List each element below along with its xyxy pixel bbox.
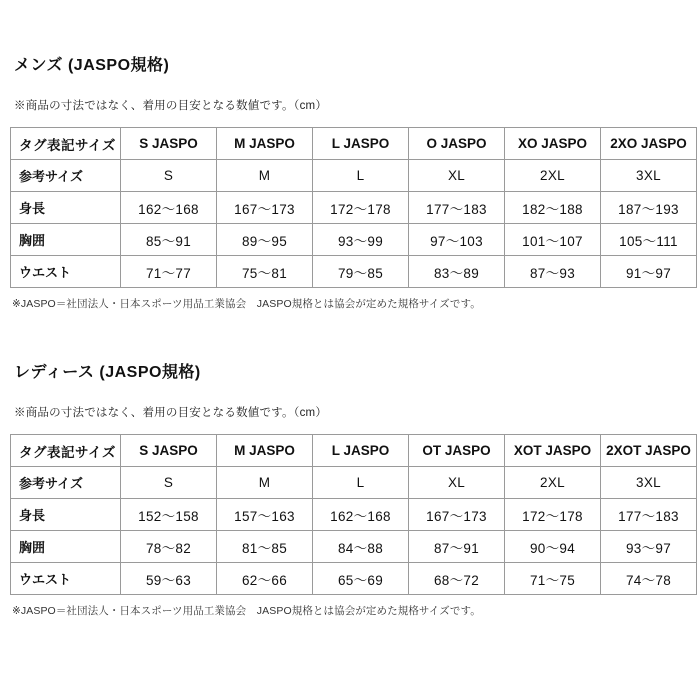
header-cell: XO JASPO [505,128,601,160]
header-cell: タグ表記サイズ [11,128,121,160]
header-cell: O JASPO [409,128,505,160]
header-cell: L JASPO [313,128,409,160]
table-cell: 89〜95 [217,224,313,256]
table-cell: 93〜97 [601,531,697,563]
table-cell: 172〜178 [505,499,601,531]
table-cell: 84〜88 [313,531,409,563]
header-cell: XOT JASPO [505,435,601,467]
header-cell: M JASPO [217,128,313,160]
table-cell: 177〜183 [409,192,505,224]
table-cell: 59〜63 [121,563,217,595]
row-label: 身長 [11,499,121,531]
table-cell: 90〜94 [505,531,601,563]
table-cell: 85〜91 [121,224,217,256]
table-header-row [11,128,697,160]
table-row [11,467,697,499]
row-label: 参考サイズ [11,467,121,499]
table-row [11,192,697,224]
table-cell: 62〜66 [217,563,313,595]
table-row [11,531,697,563]
table-cell: 177〜183 [601,499,697,531]
table-cell: 167〜173 [217,192,313,224]
table-cell: XL [409,160,505,192]
table-cell: 74〜78 [601,563,697,595]
table-cell: XL [409,467,505,499]
row-label: 身長 [11,192,121,224]
table-cell: 68〜72 [409,563,505,595]
table-cell: M [217,467,313,499]
header-cell: 2XO JASPO [601,128,697,160]
table-cell: L [313,467,409,499]
header-cell: L JASPO [313,435,409,467]
table-cell: S [121,160,217,192]
section-note-ladies: ※商品の寸法ではなく、着用の目安となる数値です。（cm） [14,407,328,419]
table-cell: S [121,467,217,499]
table-cell: 97〜103 [409,224,505,256]
table-cell: 78〜82 [121,531,217,563]
table-cell: 167〜173 [409,499,505,531]
table-cell: 172〜178 [313,192,409,224]
table-cell: 75〜81 [217,256,313,288]
section-note-mens: ※商品の寸法ではなく、着用の目安となる数値です。（cm） [14,100,328,112]
table-cell: M [217,160,313,192]
header-cell: OT JASPO [409,435,505,467]
header-cell: S JASPO [121,128,217,160]
table-cell: 3XL [601,160,697,192]
table-cell: 187〜193 [601,192,697,224]
row-label: 胸囲 [11,224,121,256]
table-cell: 157〜163 [217,499,313,531]
header-cell: タグ表記サイズ [11,435,121,467]
header-cell: M JASPO [217,435,313,467]
table-cell: 152〜158 [121,499,217,531]
table-cell: 3XL [601,467,697,499]
table-row [11,256,697,288]
row-label: ウエスト [11,256,121,288]
section-ladies [10,311,690,618]
table-cell: 101〜107 [505,224,601,256]
header-cell: S JASPO [121,435,217,467]
table-cell: 93〜99 [313,224,409,256]
table-row [11,563,697,595]
row-label: ウエスト [11,563,121,595]
table-cell: 182〜188 [505,192,601,224]
section-footnote-ladies: ※JASPO＝社団法人・日本スポーツ用品工業協会 JASPO規格とは協会が定めた規格サイズです。 [12,605,481,617]
table-cell: 91〜97 [601,256,697,288]
table-cell: 65〜69 [313,563,409,595]
table-cell: 87〜93 [505,256,601,288]
table-cell: 71〜77 [121,256,217,288]
table-header-row [11,435,697,467]
table-cell: 162〜168 [313,499,409,531]
table-cell: 71〜75 [505,563,601,595]
table-row [11,499,697,531]
row-label: 参考サイズ [11,160,121,192]
section-title-mens: メンズ (JASPO規格) [14,57,170,74]
table-cell: 81〜85 [217,531,313,563]
row-label: 胸囲 [11,531,121,563]
table-cell: 87〜91 [409,531,505,563]
table-cell: 105〜111 [601,224,697,256]
table-cell: 162〜168 [121,192,217,224]
table-row [11,224,697,256]
section-footnote-mens: ※JASPO＝社団法人・日本スポーツ用品工業協会 JASPO規格とは協会が定めた規格サイズです。 [12,298,481,310]
section-title-ladies: レディース (JASPO規格) [14,364,201,381]
size-table-ladies [10,434,697,595]
table-cell: 2XL [505,467,601,499]
table-cell: 2XL [505,160,601,192]
table-row [11,160,697,192]
table-cell: L [313,160,409,192]
table-cell: 83〜89 [409,256,505,288]
size-table-mens [10,127,697,288]
section-mens [10,0,690,311]
table-cell: 79〜85 [313,256,409,288]
header-cell: 2XOT JASPO [601,435,697,467]
